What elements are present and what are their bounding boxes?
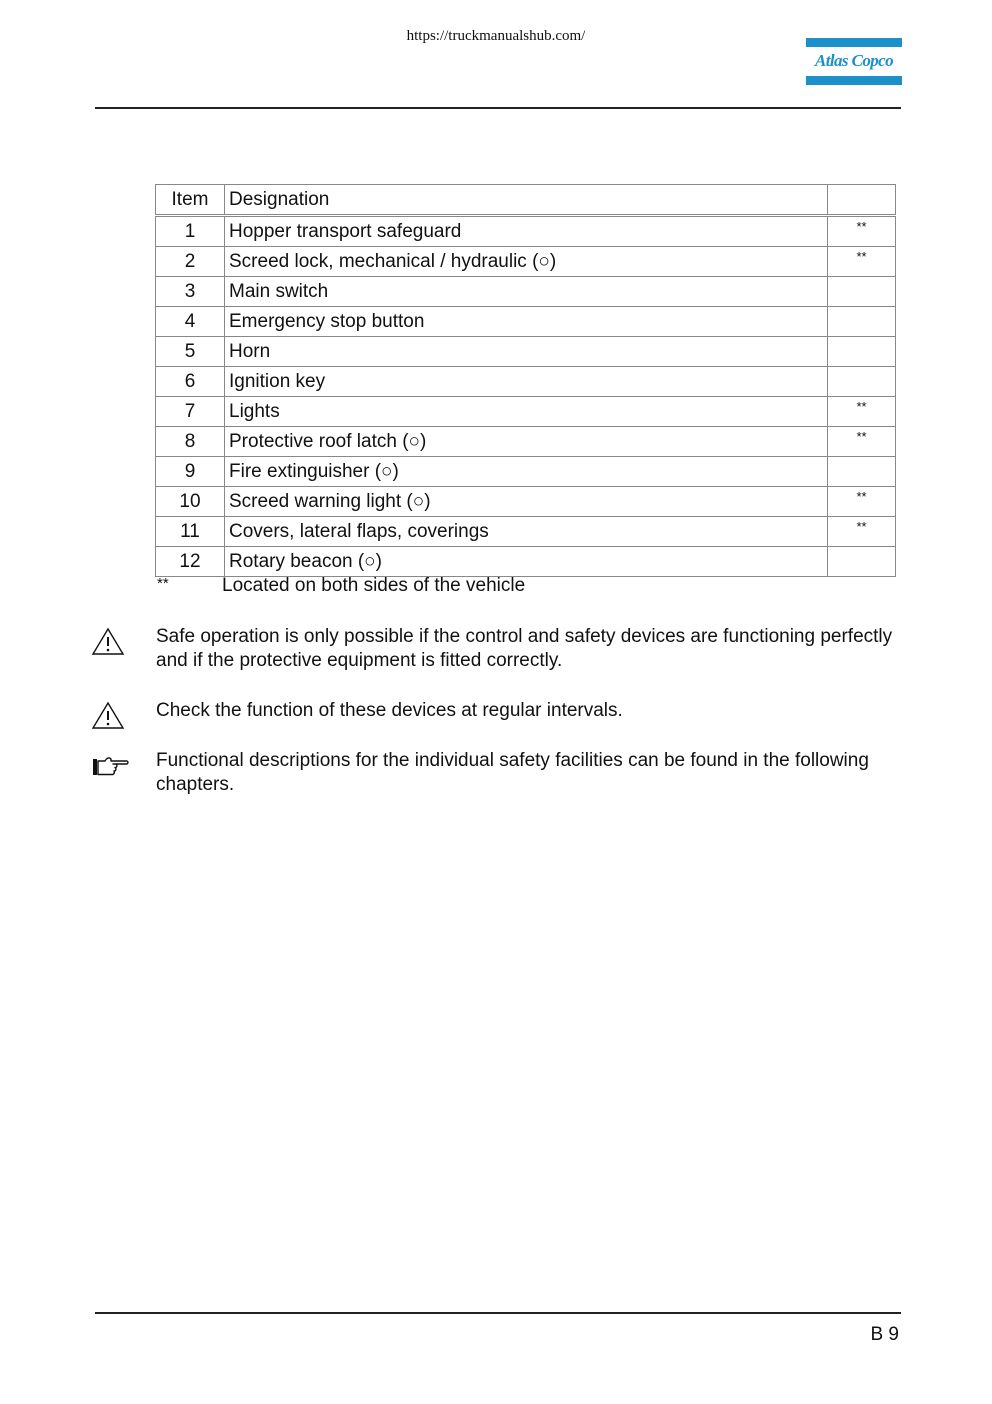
item-number: 1: [156, 216, 225, 247]
item-designation: Fire extinguisher (○): [225, 457, 828, 487]
item-designation: Rotary beacon (○): [225, 547, 828, 577]
item-number: 11: [156, 517, 225, 547]
column-header-item: Item: [156, 185, 225, 216]
atlas-copco-logo: [806, 38, 902, 85]
table-row: [156, 487, 896, 517]
item-mark: **: [828, 517, 896, 547]
item-designation: Screed warning light (○): [225, 487, 828, 517]
table-header-row: [156, 185, 896, 216]
item-number: 8: [156, 427, 225, 457]
table-row: [156, 367, 896, 397]
page-number: B 9: [870, 1324, 899, 1345]
table-row: [156, 247, 896, 277]
table-row: [156, 277, 896, 307]
item-number: 4: [156, 307, 225, 337]
table-row: [156, 216, 896, 247]
table-row: [156, 427, 896, 457]
item-designation: Hopper transport safeguard: [225, 216, 828, 247]
item-mark: [828, 367, 896, 397]
item-number: 12: [156, 547, 225, 577]
note-text: Functional descriptions for the individual safety facilities can be found in the following chapters.: [156, 750, 869, 795]
item-designation: Emergency stop button: [225, 307, 828, 337]
item-number: 5: [156, 337, 225, 367]
table-row: [156, 457, 896, 487]
item-designation: Ignition key: [225, 367, 828, 397]
item-designation: Covers, lateral flaps, coverings: [225, 517, 828, 547]
footnote-text: Located on both sides of the vehicle: [222, 575, 526, 596]
item-designation: Main switch: [225, 277, 828, 307]
note-text: Check the function of these devices at regular intervals.: [156, 700, 623, 721]
table-row: [156, 307, 896, 337]
item-number: 2: [156, 247, 225, 277]
table-row: [156, 337, 896, 367]
item-mark: **: [828, 397, 896, 427]
table-row: [156, 517, 896, 547]
footer-rule: [95, 1312, 901, 1314]
logo-bar-bottom: [806, 76, 902, 85]
logo-text: Atlas Copco: [815, 51, 893, 70]
item-number: 3: [156, 277, 225, 307]
item-designation: Protective roof latch (○): [225, 427, 828, 457]
column-header-designation: Designation: [225, 185, 828, 216]
item-mark: **: [828, 216, 896, 247]
item-mark: [828, 547, 896, 577]
item-mark: **: [828, 487, 896, 517]
column-header-mark: [828, 185, 896, 216]
source-url: https://truckmanualshub.com/: [406, 28, 586, 44]
item-number: 10: [156, 487, 225, 517]
item-mark: [828, 277, 896, 307]
footnote-mark: **: [157, 575, 169, 592]
table-row: [156, 547, 896, 577]
item-designation: Lights: [225, 397, 828, 427]
item-mark: [828, 307, 896, 337]
logo-bar-top: [806, 38, 902, 47]
item-mark: **: [828, 427, 896, 457]
warning-icon: [91, 701, 125, 731]
designation-table: [155, 184, 896, 577]
item-designation: Horn: [225, 337, 828, 367]
pointing-hand-icon: [91, 753, 131, 779]
item-mark: [828, 337, 896, 367]
item-number: 6: [156, 367, 225, 397]
item-number: 7: [156, 397, 225, 427]
item-number: 9: [156, 457, 225, 487]
table-row: [156, 397, 896, 427]
warning-icon: [91, 627, 125, 657]
item-mark: **: [828, 247, 896, 277]
note-text: Safe operation is only possible if the control and safety devices are functioning perfectly and if the protective equipment is fitted correctly.: [156, 626, 893, 671]
item-mark: [828, 457, 896, 487]
item-designation: Screed lock, mechanical / hydraulic (○): [225, 247, 828, 277]
header-rule: [95, 107, 901, 109]
